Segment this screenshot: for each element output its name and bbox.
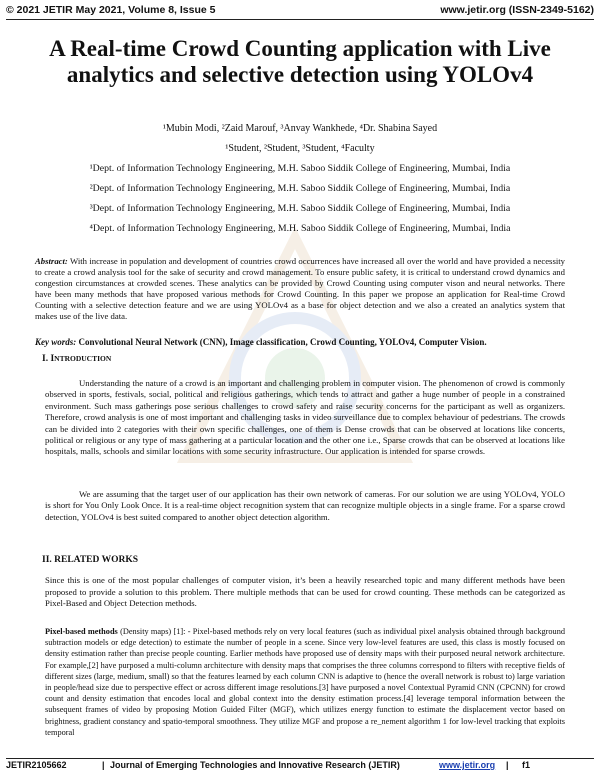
keywords [35, 337, 565, 348]
footer-website-link[interactable]: www.jetir.org [439, 760, 496, 770]
pixel-based-text: (Density maps) [1]: - Pixel-based methods rely on very local features (such as individual pixel analysis obtained through background subtraction models or edge detection) to estimate the number of people in a scene. Since very low-level features are used, this class is mostly focused on density estimation rather than precise people counting. Earlier methods have proposed use of density maps with their purposed neural network architecture. For example,[2] have purposed a multi-column architecture with density maps that comprises the three columns correspond to filters with receptive fields of different sizes (large, medium, small) so that the features learned by each column CNN is adaptive to (hence the overall network is robust to) large variation in people/head size due to perspective effect or across different image resolutions.[3] have purposed a novel Contextual Pyramid CNN (CPCNN) for crowd count and density estimation that encodes local and global context into the density estimation process.[4] leverage temporal information between the subsequent frames of video by proposing Motion Guided Filter (MGF), which utilizes energy function to estimate the displacement vector based on brightness, gradient constancy and spatio-temporal smoothness. They utilize MGF and propose a re_nement algorithm 1 for low-level tracking that exploits temporal [45, 627, 566, 737]
keywords-text: Convolutional Neural Network (CNN), Image classification, Crowd Counting, YOLOv4, Computer Vision. [78, 337, 487, 347]
header-journal-info: © 2021 JETIR May 2021, Volume 8, Issue 5 [6, 4, 216, 16]
related-works-paragraph-2 [45, 626, 565, 738]
footer-journal-name: Journal of Emerging Technologies and Innovative Research (JETIR) [110, 760, 400, 770]
introduction-paragraph-1: Understanding the nature of a crowd is an important and challenging problem in computer vision. The phenomenon of crowd is commonly observed in sports, festivals, social, political and religious gatherings, which tends to attract and gather a huge number of people in a constrained environment. Such mass gatherings pose serious challenges to crowd safety and raise security concerns for the participant as well as organizers. Therefore, crowd analysis is one of most important and challenging tasks in video surveillance due to complex behaviour of pedestrians. The crowds can be divided into 2 categories with their own specific challenges, one of them is Dense crowds that can be observed at locations like concerts, political or religious or any type of mass gathering at a particular location and the other one i.e., Sparse crowds that can be observed at locations like hospitals, malls, schools and similar locations with some security infrastructure. Our application is intended for sparse crowds. [45, 378, 565, 457]
abstract-label: Abstract: [35, 256, 68, 266]
footer-page-number: f1 [522, 760, 531, 770]
section-heading-introduction [42, 354, 111, 364]
author-roles: ¹Student, ²Student, ³Student, ⁴Faculty [225, 143, 375, 154]
section-number: I. I [42, 354, 55, 364]
footer-separator: | [506, 760, 509, 770]
affiliation-2: ²Dept. of Information Technology Engineering, M.H. Saboo Siddik College of Engineering, Mumbai, India [89, 183, 511, 194]
affiliation-4: ⁴Dept. of Information Technology Engineering, M.H. Saboo Siddik College of Engineering, Mumbai, India [89, 223, 511, 234]
abstract [35, 256, 565, 322]
related-works-paragraph-1: Since this is one of the most popular challenges of computer vision, it’s been a heavily researched topic and many different methods have been proposed to provide a solution to this problem. There multiple methods that can be used for crowd counting. These methods can be categorized as Pixel-Based and Object Detection methods. [45, 575, 565, 609]
paper-title: A Real-time Crowd Counting application with Live analytics and selective detection using YOLOv4 [49, 36, 551, 87]
page-header [0, 0, 600, 28]
affiliation-1: ¹Dept. of Information Technology Engineering, M.H. Saboo Siddik College of Engineering, Mumbai, India [89, 163, 511, 174]
introduction-paragraph-2: We are assuming that the target user of our application has their own network of cameras. For our solution we are using YOLOv4, YOLO is short for You Only Look Once. It is a real-time object recognition system that can recognize multiple objects in a single frame. For a sparse crowd detection, YOLOv4 is best suited compared to another object detection algorithm. [45, 489, 565, 522]
header-website: www.jetir.org (ISSN-2349-5162) [440, 4, 594, 16]
author-list: ¹Mubin Modi, ²Zaid Marouf, ³Anvay Wankhede, ⁴Dr. Shabina Sayed [162, 123, 438, 134]
footer-rule [6, 758, 594, 759]
keywords-label: Key words: [35, 337, 77, 347]
affiliation-3: ³Dept. of Information Technology Engineering, M.H. Saboo Siddik College of Engineering, Mumbai, India [89, 203, 511, 214]
footer-separator: | [102, 760, 105, 770]
abstract-text: With increase in population and development of countries crowd occurrences have increased all over the world and have provided a necessity to create a crowd analysis tool for the sake of security and crowd management. To ensure public safety, it is critical to understand crowd dynamics and congestion circumstances at crowded scenes. These analytics can be provided by Crowd Counting using computer vison and neural networks. There have been many methods that have proposed various methods for Crowd Counting. In this paper we propose an application for Real-time Crowd Counting with a selective detection feature and we are using YOLOv4 as a base for object detection and we also a created an analytics system that makes use of the live data. [35, 256, 565, 321]
section-heading-related-works: II. RELATED WORKS [42, 555, 138, 565]
footer-paper-code: JETIR2105662 [6, 760, 67, 770]
pixel-based-label: Pixel-based methods [45, 627, 118, 636]
header-rule [6, 19, 594, 20]
section-title-rest: NTRODUCTION [54, 354, 112, 363]
